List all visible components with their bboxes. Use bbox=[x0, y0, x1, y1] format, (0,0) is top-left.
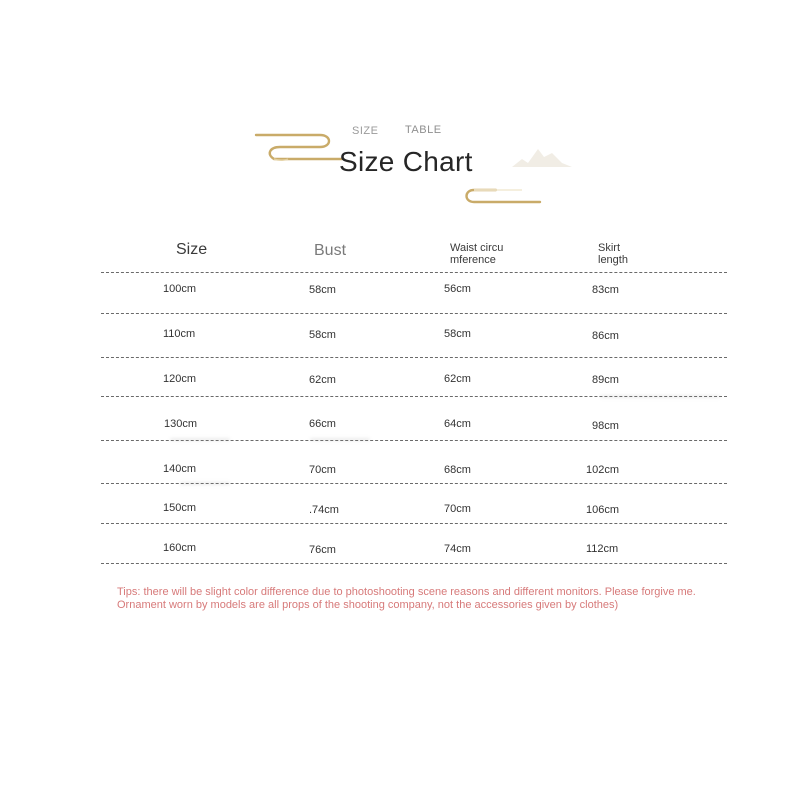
table-cell: 140cm bbox=[163, 463, 197, 475]
table-cell: 58cm bbox=[309, 329, 336, 341]
column-header-waist: Waist circumference bbox=[450, 242, 504, 266]
table-divider bbox=[101, 523, 727, 524]
table-cell: 110cm bbox=[163, 328, 196, 340]
table-cell: .74cm bbox=[309, 504, 339, 516]
table-subtitle: TABLE bbox=[405, 124, 442, 136]
table-cell: 58cm bbox=[444, 328, 471, 340]
gold-wave-ornament-right bbox=[462, 178, 542, 206]
table-cell: 64cm bbox=[444, 418, 471, 430]
table-divider bbox=[101, 313, 727, 314]
table-cell: 112cm bbox=[586, 543, 619, 555]
column-header-bust: Bust bbox=[314, 242, 347, 259]
table-cell: 56cm bbox=[444, 283, 471, 295]
table-cell: 62cm bbox=[444, 373, 471, 385]
table-cell: 98cm bbox=[592, 420, 619, 432]
table-cell: 70cm bbox=[309, 464, 336, 476]
table-cell: 106cm bbox=[586, 504, 620, 516]
column-header-skirt-length: Skirt length bbox=[598, 242, 628, 266]
smudge-artifact bbox=[600, 395, 720, 398]
table-cell: 150cm bbox=[163, 502, 197, 514]
table-cell: 83cm bbox=[592, 284, 619, 296]
smudge-artifact bbox=[170, 438, 230, 441]
table-cell: 100cm bbox=[163, 283, 197, 295]
smudge-artifact bbox=[310, 438, 370, 441]
mountain-ornament bbox=[512, 141, 572, 171]
table-cell: 89cm bbox=[592, 374, 619, 386]
table-divider bbox=[101, 272, 727, 273]
column-header-size: Size bbox=[176, 241, 208, 258]
table-cell: 160cm bbox=[163, 542, 197, 554]
table-cell: 120cm bbox=[163, 373, 197, 385]
table-cell: 58cm bbox=[309, 284, 336, 296]
page-title: Size Chart bbox=[339, 146, 473, 177]
table-divider bbox=[101, 357, 727, 358]
table-cell: 66cm bbox=[309, 418, 336, 430]
table-cell: 70cm bbox=[444, 503, 471, 515]
table-divider bbox=[101, 563, 727, 564]
size-chart-header bbox=[0, 0, 790, 220]
size-subtitle: SIZE bbox=[352, 125, 379, 137]
gold-wave-ornament-left bbox=[254, 128, 344, 168]
smudge-artifact bbox=[180, 482, 230, 485]
table-cell: 130cm bbox=[164, 418, 198, 430]
tips-note: Tips: there will be slight color difference due to photoshooting scene reasons and different monitors. Please forgive me. Ornament worn by models are all props of the shooting company, not the accessories given by clothes) bbox=[117, 586, 696, 611]
table-cell: 102cm bbox=[586, 464, 620, 476]
table-cell: 86cm bbox=[592, 330, 619, 342]
table-cell: 68cm bbox=[444, 464, 471, 476]
table-cell: 74cm bbox=[444, 543, 471, 555]
table-cell: 76cm bbox=[309, 544, 336, 556]
table-cell: 62cm bbox=[309, 374, 336, 386]
